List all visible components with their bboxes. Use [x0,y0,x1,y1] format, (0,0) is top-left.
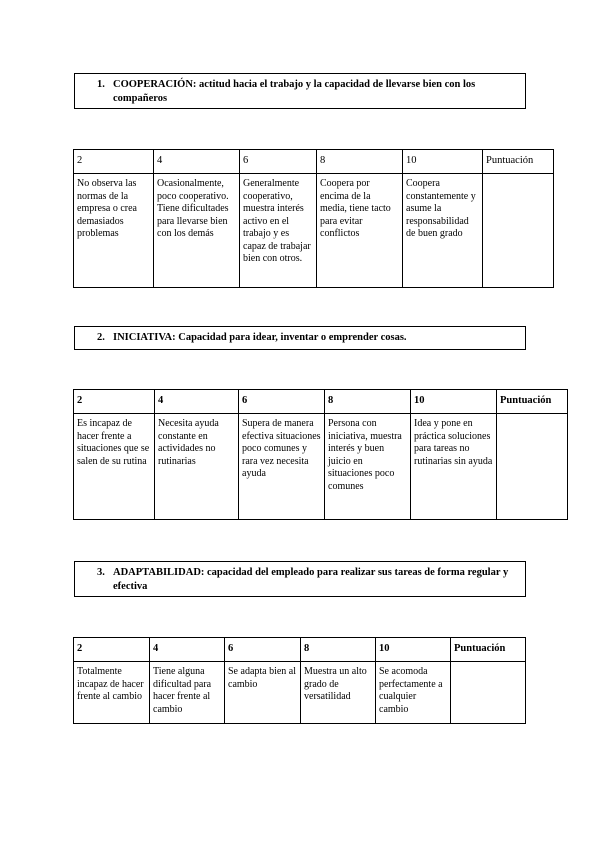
score-header-8: 8 [301,638,376,662]
score-input-cell[interactable] [483,174,554,288]
score-header-6: 6 [225,638,301,662]
section-2-table [73,389,568,520]
section-3-title: ADAPTABILIDAD: capacidad del empleado para realizar sus tareas de forma regular y efectiva [113,567,509,592]
description-cell: Ocasionalmente, poco cooperativo. Tiene dificultades para llevarse bien con los demás [154,174,240,288]
section-2-title: INICIATIVA: Capacidad para idear, inventar o emprender cosas. [113,332,407,343]
table-header-row [74,150,554,174]
score-header-4: 4 [154,150,240,174]
score-header-puntuacion: Puntuación [497,390,568,414]
section-1-table [73,149,554,288]
table-row [74,414,568,520]
description-cell: Coopera constantemente y asume la responsabilidad de buen grado [403,174,483,288]
description-cell: Supera de manera efectiva situaciones poco comunes y rara vez necesita ayuda [239,414,325,520]
description-cell: Se acomoda perfectamente a cualquier cambio [376,662,451,724]
score-header-4: 4 [150,638,225,662]
description-cell: Tiene alguna dificultad para hacer frente al cambio [150,662,225,724]
section-2-heading [74,326,526,350]
description-cell: Persona con iniciativa, muestra interés y buen juicio en situaciones poco comunes [325,414,411,520]
section-1-title: COOPERACIÓN: actitud hacia el trabajo y la capacidad de llevarse bien con los compañeros [113,79,476,104]
description-cell: Necesita ayuda constante en actividades no rutinarias [155,414,239,520]
section-2-number: 2. [97,332,105,343]
table-row [74,174,554,288]
score-header-8: 8 [317,150,403,174]
section-1-heading [74,73,526,109]
score-header-10: 10 [403,150,483,174]
score-header-puntuacion: Puntuación [483,150,554,174]
score-header-10: 10 [376,638,451,662]
section-3-heading [74,561,526,597]
description-cell: No observa las normas de la empresa o crea demasiados problemas [74,174,154,288]
table-header-row [74,638,526,662]
table-row [74,662,526,724]
score-input-cell[interactable] [497,414,568,520]
description-cell: Muestra un alto grado de versatilidad [301,662,376,724]
description-cell: Generalmente cooperativo, muestra interés activo en el trabajo y es capaz de trabajar bien con otros. [240,174,317,288]
description-cell: Se adapta bien al cambio [225,662,301,724]
table-header-row [74,390,568,414]
description-cell: Es incapaz de hacer frente a situaciones que se salen de su rutina [74,414,155,520]
score-header-8: 8 [325,390,411,414]
section-1-number: 1. [97,79,105,90]
score-header-6: 6 [239,390,325,414]
score-header-2: 2 [74,150,154,174]
description-cell: Coopera por encima de la media, tiene tacto para evitar conflictos [317,174,403,288]
score-header-4: 4 [155,390,239,414]
score-header-2: 2 [74,638,150,662]
score-header-6: 6 [240,150,317,174]
description-cell: Totalmente incapaz de hacer frente al cambio [74,662,150,724]
score-header-puntuacion: Puntuación [451,638,526,662]
section-3-table [73,637,526,724]
score-header-2: 2 [74,390,155,414]
score-header-10: 10 [411,390,497,414]
section-3-number: 3. [97,567,105,578]
description-cell: Idea y pone en práctica soluciones para tareas no rutinarias sin ayuda [411,414,497,520]
score-input-cell[interactable] [451,662,526,724]
